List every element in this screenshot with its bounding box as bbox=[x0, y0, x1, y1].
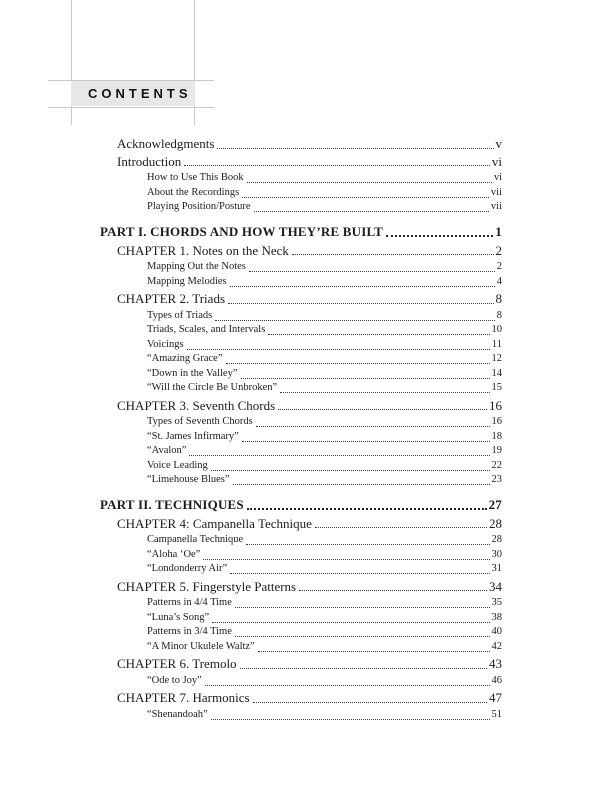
toc-entry-label: CHAPTER 6. Tremolo bbox=[117, 656, 237, 671]
toc-entry bbox=[0, 243, 600, 259]
dotted-leader bbox=[215, 320, 495, 321]
dotted-leader bbox=[242, 197, 489, 198]
dotted-leader bbox=[203, 559, 489, 560]
toc-entry bbox=[0, 516, 600, 532]
toc-entry-label: “Amazing Grace” bbox=[147, 353, 223, 364]
dotted-leader bbox=[240, 668, 487, 669]
toc-entry-label: Playing Position/Posture bbox=[147, 201, 251, 212]
toc-entry-page-number: 1 bbox=[495, 223, 502, 239]
toc-entry-page-number: 28 bbox=[489, 515, 502, 531]
toc-entry bbox=[0, 430, 600, 445]
toc-entry-page-number: 8 bbox=[495, 291, 502, 306]
toc-entry-label: Patterns in 3/4 Time bbox=[147, 626, 232, 637]
toc-entry-page-number: vii bbox=[490, 201, 502, 212]
toc-entry-label: “Ode to Joy” bbox=[147, 674, 202, 686]
toc-entry-page-number: 46 bbox=[491, 674, 502, 686]
toc-entry bbox=[0, 708, 600, 723]
toc-entry bbox=[0, 579, 600, 595]
toc-entry-label: PART I. CHORDS AND HOW THEY’RE BUILT bbox=[100, 223, 384, 239]
toc-entry-label: Introduction bbox=[117, 153, 182, 169]
dotted-leader bbox=[230, 286, 495, 287]
toc-entry-page-number: v bbox=[495, 136, 502, 151]
toc-entry-page-number: 2 bbox=[496, 261, 502, 272]
toc-entry bbox=[0, 154, 600, 170]
dotted-leader bbox=[292, 254, 494, 255]
toc-entry-page-number: 2 bbox=[495, 242, 502, 258]
toc-entry bbox=[0, 459, 600, 474]
toc-entry bbox=[0, 323, 600, 338]
toc-entry bbox=[0, 473, 600, 488]
toc-entry-label: “Will the Circle Be Unbroken” bbox=[147, 382, 278, 393]
toc-entry-label: “Limehouse Blues” bbox=[147, 474, 230, 485]
toc-entry-label: “Aloha ‘Oe” bbox=[147, 548, 201, 560]
toc-entry-label: CHAPTER 5. Fingerstyle Patterns bbox=[117, 578, 297, 594]
toc-entry-label: CHAPTER 1. Notes on the Neck bbox=[117, 242, 289, 258]
toc-entry bbox=[0, 496, 600, 513]
toc-entry-page-number: 18 bbox=[491, 430, 502, 442]
dotted-leader bbox=[247, 508, 487, 510]
header-horizontal-rule-bottom bbox=[48, 107, 214, 108]
dotted-leader bbox=[246, 544, 489, 545]
dotted-leader bbox=[189, 455, 489, 456]
toc-entry bbox=[0, 611, 600, 626]
toc-entry-label: Triads, Scales, and Intervals bbox=[147, 324, 266, 335]
toc-entry-page-number: vi bbox=[493, 172, 502, 183]
toc-entry-page-number: 31 bbox=[491, 563, 502, 574]
toc-entry bbox=[0, 186, 600, 201]
dotted-leader bbox=[211, 470, 490, 471]
dotted-leader bbox=[233, 484, 490, 485]
toc-entry bbox=[0, 381, 600, 396]
dotted-leader bbox=[241, 378, 490, 379]
toc-entry bbox=[0, 200, 600, 215]
toc-entry-label: Voicings bbox=[147, 338, 184, 350]
toc-entry-label: PART II. TECHNIQUES bbox=[100, 496, 244, 512]
toc-entry-page-number: 14 bbox=[491, 367, 502, 379]
toc-entry-label: “A Minor Ukulele Waltz” bbox=[147, 640, 255, 652]
toc-entry bbox=[0, 367, 600, 382]
dotted-leader bbox=[235, 636, 490, 637]
dotted-leader bbox=[211, 719, 490, 720]
toc-entry-page-number: 27 bbox=[488, 496, 502, 512]
toc-entry-page-number: 28 bbox=[491, 534, 502, 545]
dotted-leader bbox=[268, 334, 489, 335]
toc-entry-label: Voice Leading bbox=[147, 459, 208, 471]
toc-entry bbox=[0, 640, 600, 655]
dotted-leader bbox=[217, 148, 493, 149]
toc-entry-page-number: 42 bbox=[491, 640, 502, 652]
dotted-leader bbox=[184, 165, 490, 166]
dotted-leader bbox=[230, 573, 489, 574]
dotted-leader bbox=[278, 409, 487, 410]
toc-entry bbox=[0, 291, 600, 307]
dotted-leader bbox=[253, 702, 487, 703]
toc-entry-label: “St. James Infirmary” bbox=[147, 430, 239, 442]
dotted-leader bbox=[258, 651, 490, 652]
toc-entry-page-number: 30 bbox=[491, 548, 502, 560]
toc-entry-label: CHAPTER 7. Harmonics bbox=[117, 690, 250, 705]
toc-entry-page-number: 40 bbox=[491, 626, 502, 637]
toc-entry-page-number: 11 bbox=[491, 338, 502, 350]
toc-entry bbox=[0, 562, 600, 577]
toc-entry-page-number: 51 bbox=[491, 708, 502, 720]
toc-entry-label: “Avalon” bbox=[147, 445, 187, 456]
toc-entry-label: Mapping Melodies bbox=[147, 275, 227, 287]
toc-entry-label: Patterns in 4/4 Time bbox=[147, 597, 232, 608]
toc-entry-page-number: 12 bbox=[491, 353, 502, 364]
toc-entry-label: CHAPTER 4: Campanella Technique bbox=[117, 515, 312, 531]
toc-entry-label: Acknowledgments bbox=[117, 136, 215, 151]
toc-entry-page-number: 19 bbox=[491, 445, 502, 456]
toc-entry-label: “Luna’s Song” bbox=[147, 611, 210, 623]
table-of-contents bbox=[0, 133, 600, 722]
toc-entry bbox=[0, 548, 600, 563]
toc-entry-page-number: 34 bbox=[489, 578, 502, 594]
dotted-leader bbox=[228, 303, 494, 304]
toc-entry-page-number: 47 bbox=[489, 690, 502, 705]
toc-entry bbox=[0, 309, 600, 324]
dotted-leader bbox=[256, 426, 490, 427]
toc-entry bbox=[0, 533, 600, 548]
dotted-leader bbox=[212, 622, 489, 623]
toc-entry-page-number: 23 bbox=[491, 474, 502, 485]
toc-entry-page-number: 15 bbox=[491, 382, 502, 393]
toc-entry bbox=[0, 136, 600, 152]
toc-entry-label: Types of Triads bbox=[147, 309, 213, 321]
toc-entry bbox=[0, 223, 600, 240]
dotted-leader bbox=[386, 235, 493, 237]
toc-entry bbox=[0, 674, 600, 689]
dotted-leader bbox=[249, 271, 495, 272]
toc-entry-page-number: 10 bbox=[491, 324, 502, 335]
dotted-leader bbox=[315, 527, 487, 528]
toc-entry-label: Types of Seventh Chords bbox=[147, 416, 253, 427]
toc-entry-label: About the Recordings bbox=[147, 186, 240, 198]
toc-entry-label: Campanella Technique bbox=[147, 534, 244, 545]
toc-entry-page-number: vii bbox=[490, 186, 502, 198]
dotted-leader bbox=[299, 590, 487, 591]
dotted-leader bbox=[226, 363, 490, 364]
toc-entry-label: “Shenandoah” bbox=[147, 708, 208, 720]
toc-entry bbox=[0, 444, 600, 459]
toc-entry bbox=[0, 415, 600, 430]
toc-entry bbox=[0, 656, 600, 672]
dotted-leader bbox=[280, 392, 489, 393]
toc-entry bbox=[0, 596, 600, 611]
toc-entry-page-number: vi bbox=[491, 153, 502, 169]
toc-entry bbox=[0, 690, 600, 706]
toc-entry-page-number: 43 bbox=[489, 656, 502, 671]
contents-header-box bbox=[71, 81, 195, 106]
toc-entry-page-number: 4 bbox=[496, 275, 502, 287]
toc-entry-label: “Londonderry Air” bbox=[147, 563, 228, 574]
toc-entry-label: “Down in the Valley” bbox=[147, 367, 238, 379]
toc-entry bbox=[0, 352, 600, 367]
toc-entry bbox=[0, 398, 600, 414]
dotted-leader bbox=[187, 349, 490, 350]
toc-entry bbox=[0, 338, 600, 353]
toc-entry-label: How to Use This Book bbox=[147, 172, 244, 183]
toc-entry-page-number: 38 bbox=[491, 611, 502, 623]
toc-entry-label: CHAPTER 3. Seventh Chords bbox=[117, 397, 276, 413]
toc-entry bbox=[0, 275, 600, 290]
page-title: CONTENTS bbox=[88, 86, 192, 101]
toc-entry-label: Mapping Out the Notes bbox=[147, 261, 246, 272]
dotted-leader bbox=[235, 607, 490, 608]
toc-entry bbox=[0, 625, 600, 640]
toc-entry-page-number: 8 bbox=[496, 309, 502, 321]
toc-entry bbox=[0, 171, 600, 186]
dotted-leader bbox=[247, 182, 492, 183]
toc-entry-page-number: 16 bbox=[491, 416, 502, 427]
toc-entry-page-number: 22 bbox=[491, 459, 502, 471]
dotted-leader bbox=[254, 211, 489, 212]
dotted-leader bbox=[205, 685, 490, 686]
toc-entry-page-number: 35 bbox=[491, 597, 502, 608]
toc-entry bbox=[0, 260, 600, 275]
toc-entry-page-number: 16 bbox=[489, 397, 502, 413]
toc-entry-label: CHAPTER 2. Triads bbox=[117, 291, 225, 306]
dotted-leader bbox=[242, 441, 490, 442]
